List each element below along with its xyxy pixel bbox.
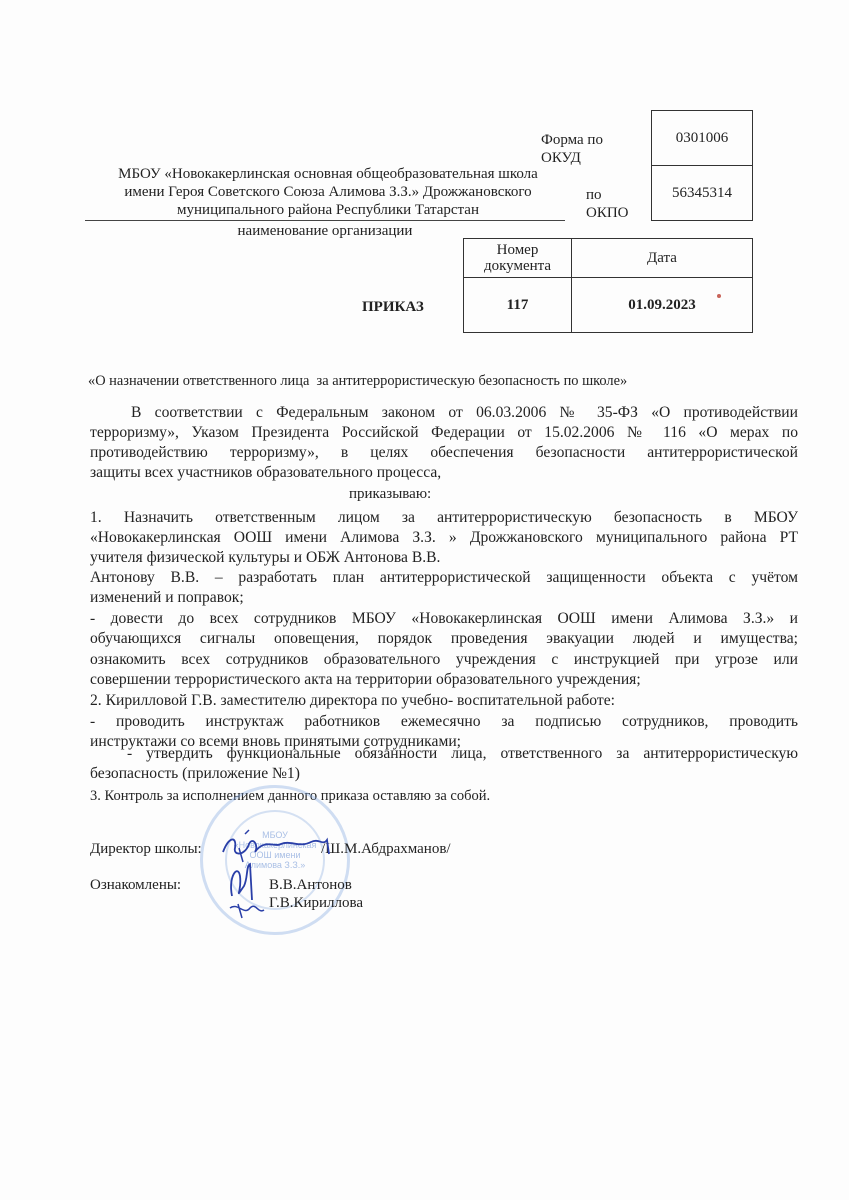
acquainted-name-1: В.В.Антонов bbox=[269, 877, 352, 893]
body-line: «Новокакерлинская ООШ имени Алимова З.З. » Дрожжановского муниципального района РТ bbox=[90, 529, 798, 546]
body-line: - утвердить функциональные обязанности лица, ответственного за антитеррористическую bbox=[127, 745, 798, 762]
okpo-code: 56345314 bbox=[672, 185, 732, 201]
acquainted-name-2: Г.В.Кириллова bbox=[269, 895, 364, 911]
acquainted-signatures bbox=[218, 856, 278, 926]
list-item-1: 1. Назначить ответственным лицом за антитеррористическую безопасность в МБОУ bbox=[90, 509, 798, 526]
doc-number: 117 bbox=[506, 297, 529, 313]
list-item-3: 3. Контроль за исполнением данного приказа оставляю за собой. bbox=[90, 788, 491, 804]
body-line: - довести до всех сотрудников МБОУ «Новокакерлинская ООШ имени Алимова З.З.» и bbox=[90, 610, 798, 627]
body-line: Антонову В.В. – разработать план антитеррористической защищенности объекта с учётом bbox=[90, 569, 798, 586]
doc-date-cell bbox=[571, 277, 753, 333]
body-line: - проводить инструктаж работников ежемесячно за подписью сотрудников, проводить bbox=[90, 713, 798, 730]
doc-date: 01.09.2023 bbox=[628, 297, 696, 313]
list-item-2: 2. Кирилловой Г.В. заместителю директора по учебно- воспитательной работе: bbox=[90, 692, 615, 709]
okpo-label: по ОКПО bbox=[586, 187, 629, 221]
body-line: противодействию терроризму», в целях обеспечения безопасности антитеррористической bbox=[90, 444, 798, 461]
stamp-text: МБОУ «Новокакерлинская ООШ имени Алимова З.З.» bbox=[233, 830, 317, 870]
body-line: инструктажи со всеми вновь принятыми сотрудниками; bbox=[90, 733, 461, 750]
okud-label: Форма по ОКУД bbox=[541, 132, 603, 166]
body-line: ознакомить всех сотрудников образовательного учреждения с инструкцией при угрозе или bbox=[90, 651, 798, 668]
org-name bbox=[88, 165, 568, 219]
org-name-line-3: муниципального района Республики Татарстан bbox=[177, 202, 479, 218]
director-label: Директор школы: bbox=[90, 841, 202, 857]
order-title: «О назначении ответственного лица за антитеррористическую безопасность по школе» bbox=[88, 373, 628, 389]
body-line: В соответствии с Федеральным законом от 06.03.2006 № 35-ФЗ «О противодействии bbox=[131, 404, 798, 421]
body-line: безопасность (приложение №1) bbox=[90, 765, 300, 782]
body-line: изменений и поправок; bbox=[90, 589, 244, 606]
org-name-line-2: имени Героя Советского Союза Алимова З.З.» Дрожжановского bbox=[124, 184, 532, 200]
okpo-code-cell bbox=[651, 165, 753, 221]
body-line: обучающихся сигналы оповещения, порядок проведения эвакуации людей и имущества; bbox=[90, 630, 798, 647]
order-verb: приказываю: bbox=[349, 486, 432, 502]
okud-code: 0301006 bbox=[675, 130, 729, 146]
org-caption: наименование организации bbox=[237, 223, 413, 239]
doc-number-cell bbox=[463, 277, 572, 333]
body-line: терроризму», Указом Президента Российской Федерации от 15.02.2006 № 116 «О мерах по bbox=[90, 424, 798, 441]
body-line: учителя физической культуры и ОБЖ Антонова В.В. bbox=[90, 549, 441, 566]
org-name-underline bbox=[85, 220, 565, 221]
acquainted-label: Ознакомлены: bbox=[90, 877, 182, 893]
body-line: совершении террористического акта на территории образовательного учреждения; bbox=[90, 671, 641, 688]
director-name: /Ш.М.Абдрахманов/ bbox=[321, 841, 451, 857]
org-name-line-1: МБОУ «Новокакерлинская основная общеобразовательная школа bbox=[118, 166, 538, 182]
doc-type: ПРИКАЗ bbox=[362, 299, 424, 315]
doc-date-header-cell: Дата bbox=[571, 238, 753, 278]
okud-code-cell bbox=[651, 110, 753, 166]
body-line: защиты всех участников образовательного процесса, bbox=[90, 464, 442, 481]
ink-mark bbox=[717, 294, 721, 298]
doc-number-header-cell: Номер документа bbox=[463, 238, 572, 278]
